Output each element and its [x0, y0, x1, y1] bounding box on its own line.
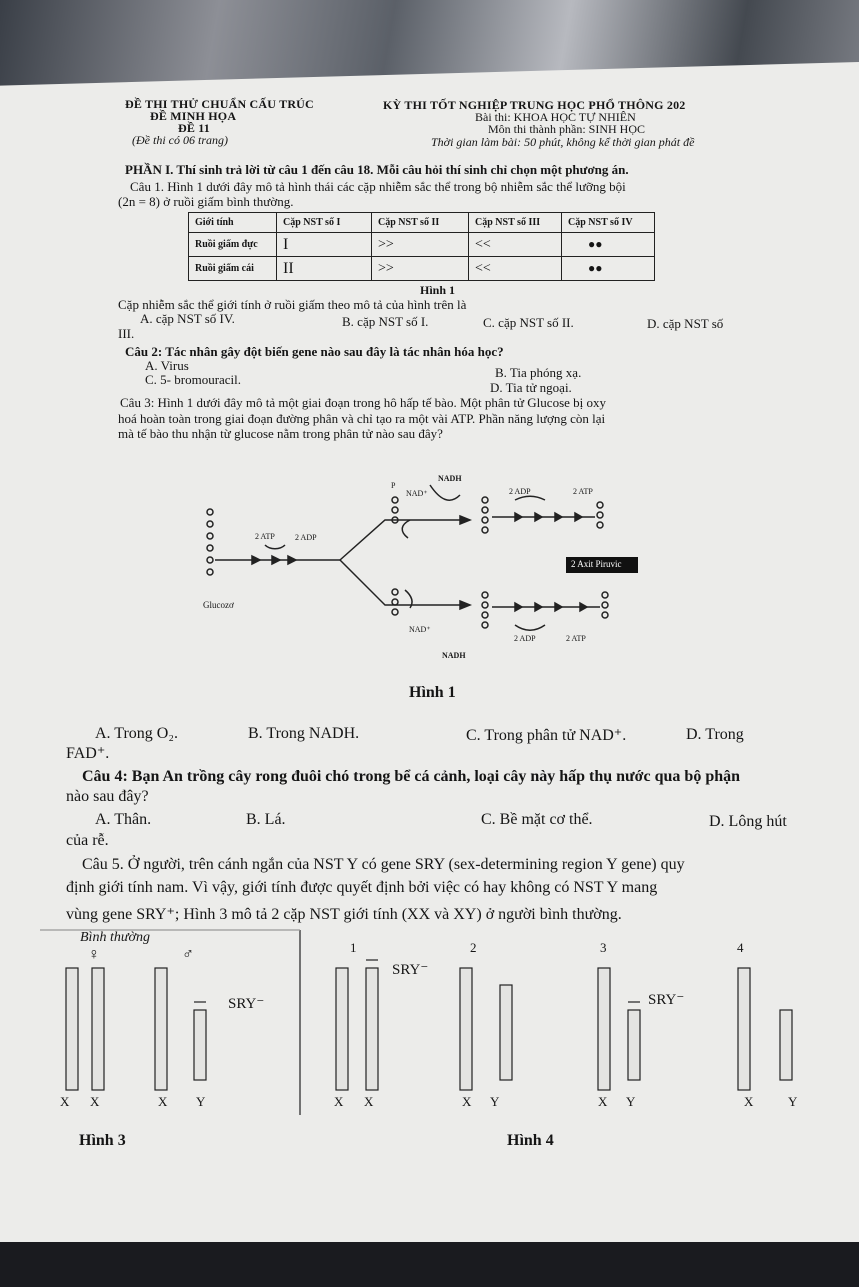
header-subject: Bài thi: KHOA HỌC TỰ NHIÊN	[475, 110, 636, 124]
table-row-label: Ruồi giấm cái	[189, 257, 277, 281]
q2-option-c[interactable]: C. 5- bromouracil.	[145, 372, 242, 387]
chromosome-x	[92, 968, 104, 1090]
table-header: Giới tính	[189, 213, 277, 233]
chromosome-mark: ●●	[562, 257, 655, 281]
fig4-chromosome-label: X	[744, 1094, 754, 1109]
fig3-chromosome-label: X	[90, 1094, 100, 1109]
q3-line1: Câu 3: Hình 1 dưới đây mô tả một giai đoạn trong hô hấp tế bào. Một phân tử Glucose bị oxy	[120, 395, 607, 410]
q3-option-c[interactable]: C. Trong phân tử NAD⁺.	[466, 727, 627, 744]
fig3-chromosome-label: X	[60, 1094, 70, 1109]
table-header: Cặp NST số II	[372, 213, 469, 233]
fig4-chromosome-label: X	[462, 1094, 472, 1109]
q1-figure-caption: Hình 1	[420, 283, 456, 297]
fig3-chromosome-label: X	[158, 1094, 168, 1109]
q3-option-a[interactable]: A. Trong O₂.	[95, 725, 178, 742]
fig4-caption: Hình 4	[507, 1132, 554, 1149]
glucose-label: Glucozơ	[203, 600, 234, 610]
adp-left-label: 2 ADP	[295, 533, 317, 542]
header-exam-number: ĐỀ 11	[178, 121, 211, 135]
chromosome-mark: I	[277, 233, 372, 257]
header-component: Môn thi thành phần: SINH HỌC	[488, 122, 645, 136]
q2-text: Câu 2: Tác nhân gây đột biến gene nào sau đây là tác nhân hóa học?	[125, 344, 504, 359]
adp-top-label: 2 ADP	[509, 487, 531, 496]
q1-line1: Câu 1. Hình 1 dưới đây mô tả hình thái các cặp nhiễm sắc thể trong bộ nhiễm sắc thể lưỡng bội	[130, 179, 626, 194]
fig4-col-number: 4	[737, 940, 744, 955]
nadh-top-label: NADH	[438, 474, 462, 483]
chromosome-x	[155, 968, 167, 1090]
header-left-title: ĐỀ THI THỬ CHUẨN CẤU TRÚC	[125, 97, 314, 111]
q4-option-c[interactable]: C. Bề mặt cơ thể.	[481, 811, 593, 828]
q1-option-d[interactable]: D. cặp NST số	[647, 316, 724, 331]
q2-option-a[interactable]: A. Virus	[145, 358, 189, 373]
chromosome-mark: II	[277, 257, 372, 281]
fig4-chromosome-label: Y	[788, 1094, 798, 1109]
adp-bottom-label: 2 ADP	[514, 634, 536, 643]
table-row-label: Ruồi giấm đực	[189, 233, 277, 257]
q3-option-d[interactable]: D. Trong	[686, 726, 744, 743]
q2-option-d[interactable]: D. Tia tử ngoại.	[490, 380, 572, 395]
fig4-col-number: 1	[350, 940, 357, 955]
q3-line2: hoá hoàn toàn trong giai đoạn đường phân và chỉ tạo ra một vài ATP. Phần năng lượng còn lại	[118, 411, 606, 426]
chromosome-mark: ●●	[562, 233, 655, 257]
q1-option-a[interactable]: A. cặp NST số IV.	[140, 311, 235, 326]
q4-option-b[interactable]: B. Lá.	[246, 811, 286, 828]
q5-line2: định giới tính nam. Vì vậy, giới tính được quyết định bởi việc có hay không có NST Y mang	[66, 879, 658, 896]
chromosome-y	[194, 1010, 206, 1080]
pyruvic-label: 2 Axit Piruvic	[571, 559, 622, 569]
q1-line2: (2n = 8) ở ruồi giấm bình thường.	[118, 194, 294, 209]
fig3-sry-label: SRY⁻	[228, 996, 265, 1012]
q3-figure-caption: Hình 1	[409, 684, 456, 701]
chromosome-mark: >>	[372, 233, 469, 257]
atp-bottom-label: 2 ATP	[566, 634, 586, 643]
fig4-chromosome-label: X	[598, 1094, 608, 1109]
q1-option-d-cont: III.	[118, 326, 135, 341]
p-label: P	[391, 481, 396, 490]
header-left-subtitle: ĐỀ MINH HỌA	[150, 109, 237, 123]
fig4-col-number: 3	[600, 940, 607, 955]
q3-option-d-cont: FAD⁺.	[66, 745, 110, 762]
q3-line3: mà tế bào thu nhận từ glucose nằm trong phân tử nào sau đây?	[118, 426, 443, 441]
q4-option-a[interactable]: A. Thân.	[95, 811, 152, 828]
q4-option-d[interactable]: D. Lông hút	[709, 813, 787, 830]
fig4-sry-label: SRY⁻	[648, 992, 685, 1008]
fig3-caption: Hình 3	[79, 1132, 126, 1149]
header-duration: Thời gian làm bài: 50 phút, không kể thời gian phát đề	[431, 135, 695, 149]
atp-left-label: 2 ATP	[255, 532, 275, 541]
q1-option-b[interactable]: B. cặp NST số I.	[342, 314, 429, 329]
fig4-chromosome-label: Y	[490, 1094, 500, 1109]
fig3-title: Bình thường	[80, 930, 150, 945]
q1-question: Cặp nhiễm sắc thể giới tính ở ruồi giấm theo mô tả của hình trên là	[118, 297, 467, 312]
fig4-sry-label: SRY⁻	[392, 962, 429, 978]
male-symbol-icon: ♂	[182, 946, 194, 963]
q3-option-b[interactable]: B. Trong NADH.	[248, 725, 360, 742]
chromosome-mark: >>	[372, 257, 469, 281]
fig4-chromosome-label: Y	[626, 1094, 636, 1109]
q4-text: Câu 4: Bạn An trồng cây rong đuôi chó trong bể cá cảnh, loại cây này hấp thụ nước qua bộ phận	[82, 768, 741, 785]
header-right-title: KỲ THI TỐT NGHIỆP TRUNG HỌC PHỔ THÔNG 202	[383, 98, 686, 112]
table-header: Cặp NST số IV	[562, 213, 655, 233]
table-header: Cặp NST số I	[277, 213, 372, 233]
atp-top-label: 2 ATP	[573, 487, 593, 496]
fig3-chromosome-label: Y	[196, 1094, 206, 1109]
header-page-count: (Đề thi có 06 trang)	[132, 133, 228, 147]
table-header: Cặp NST số III	[469, 213, 562, 233]
fig4-chromosome-label: X	[364, 1094, 374, 1109]
q4-line2: nào sau đây?	[66, 788, 149, 805]
nad-top-label: NAD⁺	[406, 489, 428, 498]
q5-line3: vùng gene SRY⁺; Hình 3 mô tả 2 cặp NST giới tính (XX và XY) ở người bình thường.	[66, 906, 622, 923]
chromosome-mark: <<	[469, 233, 562, 257]
q1-option-c[interactable]: C. cặp NST số II.	[483, 315, 574, 330]
fig4-chromosome-label: X	[334, 1094, 344, 1109]
fig4-col-number: 2	[470, 940, 477, 955]
chromosome-mark: <<	[469, 257, 562, 281]
q4-option-d-cont: của rễ.	[66, 832, 109, 849]
nadh-bottom-label: NADH	[442, 651, 466, 660]
chromosome-x	[66, 968, 78, 1090]
q2-option-b[interactable]: B. Tia phóng xạ.	[495, 365, 582, 380]
female-symbol-icon: ♀	[88, 946, 100, 963]
q5-line1: Câu 5. Ở người, trên cánh ngắn của NST Y có gene SRY (sex-determining region Y gene) quy	[82, 856, 685, 873]
part1-intro: PHẦN I. Thí sinh trả lời từ câu 1 đến câu 18. Mỗi câu hỏi thí sinh chỉ chọn một phương án.	[125, 162, 629, 177]
nad-bottom-label: NAD⁺	[409, 625, 431, 634]
